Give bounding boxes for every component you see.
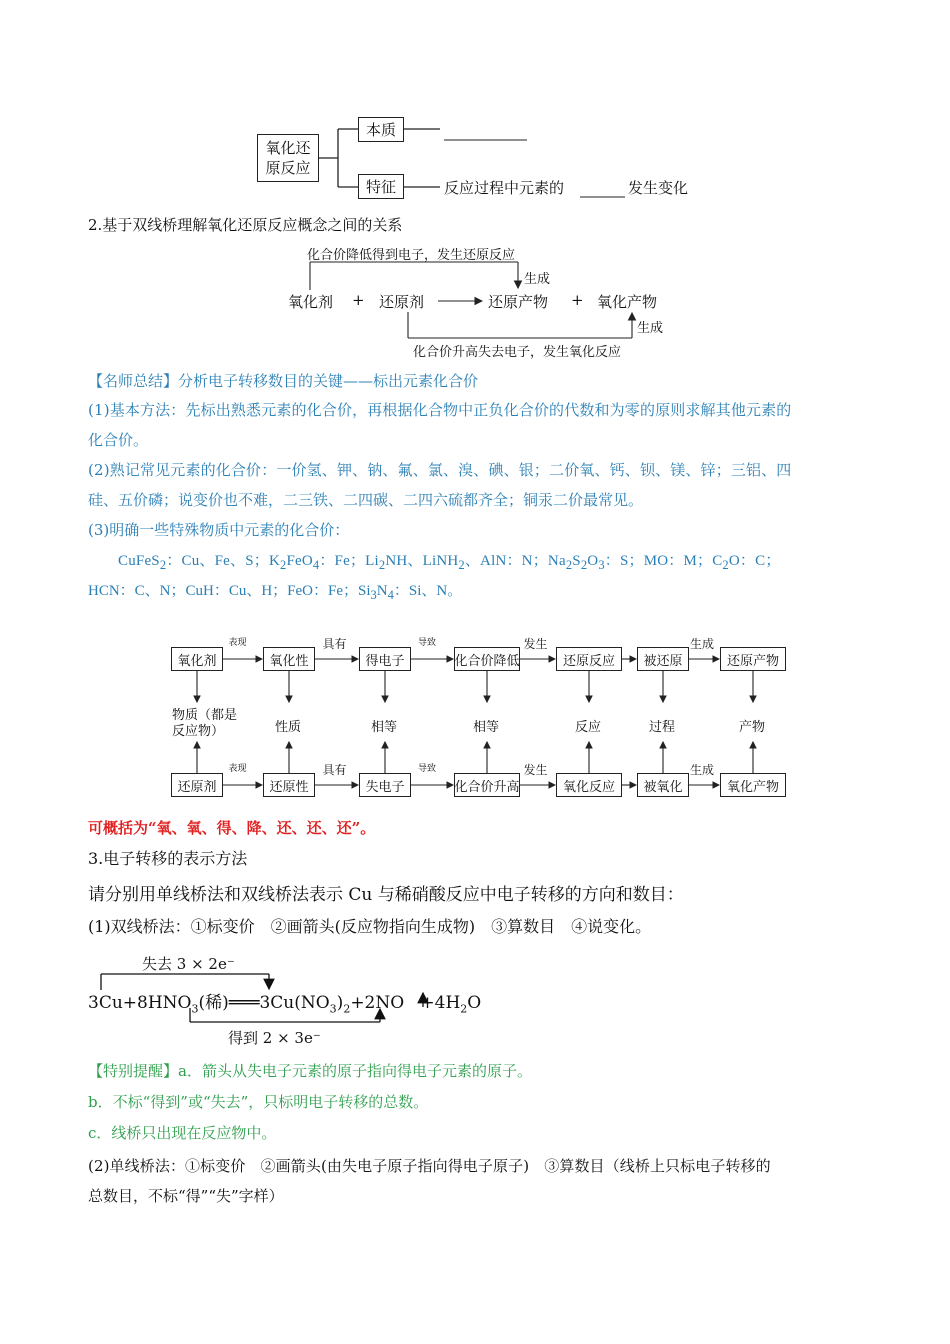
gain-electrons-label: 得到 2 × 3e⁻: [228, 1029, 321, 1047]
reaction-equation: $3Cu+8HNO_3$(稀)$═══3Cu(NO_3)_2+2NO +4H_2O$: [88, 993, 482, 1016]
section3-heading: 3.电子转移的表示方法: [88, 849, 248, 868]
flow-bottom-box-6: 氧化产物: [720, 773, 786, 797]
flow-top-box-0: 氧化剂: [171, 647, 223, 671]
flow-middle-label-1: 性质: [275, 720, 302, 735]
reduction-product-text: 还原产物: [488, 293, 549, 311]
flow-middle-label-0-line1: 物质（都是: [172, 708, 238, 723]
bottom-bridge-label: 化合价升高失去电子，发生氧化反应: [413, 345, 622, 360]
single-bridge-line1: (2)单线桥法：①标变价 ②画箭头(由失电子原子指向得电子原子) ③算数目（线桥上只标电子转移的: [88, 1157, 771, 1175]
flow-middle-label-5: 过程: [649, 720, 676, 735]
flow-bottom-box-3: 化合价升高: [454, 773, 520, 797]
flow-bottom-arrow-label-1: 具有: [322, 763, 347, 777]
summary-p1-line1: (1)基本方法：先标出熟悉元素的化合价，再根据化合物中正负化合价的代数和为零的原则求解其他元素的: [88, 401, 792, 419]
summary-p3: (3)明确一些特殊物质中元素的化合价：: [88, 521, 350, 539]
oxidation-product-text: 氧化产物: [597, 293, 658, 311]
generate-bottom-label: 生成: [637, 321, 664, 336]
flow-bottom-box-1: 还原性: [263, 773, 315, 797]
plus-sign-1: +: [352, 291, 365, 309]
reminder-b: b．不标“得到”或“失去”，只标明电子转移的总数。: [88, 1093, 429, 1111]
flow-top-box-3: 化合价降低: [454, 647, 520, 671]
flow-top-box-1: 氧化性: [263, 647, 315, 671]
flow-bottom-box-5: 被氧化: [637, 773, 689, 797]
flow-bottom-arrow-label-3: 发生: [523, 763, 548, 777]
flow-middle-label-0-line2: 反应物）: [172, 724, 225, 739]
concept-root-line2: 原反应: [265, 159, 311, 177]
special-compounds-line2: HCN：C、N；CuH：Cu、H；FeO：Fe；$Si_3N_4$：Si、N。: [88, 583, 463, 602]
flow-middle-label-4: 反应: [575, 720, 602, 735]
section3-intro: 请分别用单线桥法和双线桥法表示 Cu 与稀硝酸反应中电子转移的方向和数目：: [88, 885, 684, 905]
concept-root-line1: 氧化还: [265, 139, 311, 157]
special-compounds-line1: CuFeS$_2$：Cu、Fe、S；$K_2FeO_4$：Fe；$Li_2NH$、LiNH$_2$、AlN：N；$Na_2S_2O_3$：S；MO：M；$C_2O$：C；: [118, 553, 781, 572]
concept-feature-text-suffix: 发生变化: [628, 179, 689, 197]
flow-top-arrow-label-0: 表现: [228, 638, 247, 648]
lose-electrons-label: 失去 3 × 2e⁻: [142, 955, 235, 973]
flow-bottom-box-2: 失电子: [359, 773, 411, 797]
flow-top-arrow-label-3: 发生: [523, 637, 548, 651]
summary-p2-line1: (2)熟记常见元素的化合价：一价氢、钾、钠、氟、氯、溴、碘、银；二价氧、钙、钡、镁、锌；三铝、四: [88, 461, 792, 479]
flow-bottom-arrow-label-2: 导致: [418, 764, 437, 774]
flow-top-box-2: 得电子: [359, 647, 411, 671]
concept-feature-text-prefix: 反应过程中元素的: [444, 179, 565, 197]
top-bridge-label: 化合价降低得到电子，发生还原反应: [307, 248, 516, 263]
flow-bottom-box-4: 氧化反应: [556, 773, 622, 797]
flow-top-box-4: 还原反应: [556, 647, 622, 671]
flow-bottom-box-0: 还原剂: [171, 773, 223, 797]
generate-top-label: 生成: [524, 272, 551, 287]
single-bridge-line2: 总数目，不标“得”“失”字样）: [88, 1187, 284, 1205]
flow-top-arrow-label-2: 导致: [418, 638, 437, 648]
oxidant-text: 氧化剂: [288, 293, 334, 311]
double-bridge-steps: (1)双线桥法：①标变价 ②画箭头(反应物指向生成物) ③算数目 ④说变化。: [88, 917, 652, 936]
flow-middle-label-2: 相等: [371, 720, 398, 735]
flow-top-box-5: 被还原: [637, 647, 689, 671]
summary-title: 【名师总结】分析电子转移数目的关键——标出元素化合价: [88, 372, 479, 390]
summary-p1-line2: 化合价。: [88, 431, 149, 449]
flow-middle-label-6: 产物: [739, 720, 766, 735]
plus-sign-2: +: [571, 291, 584, 309]
flow-top-arrow-label-5: 生成: [690, 637, 715, 651]
flow-top-box-6: 还原产物: [720, 647, 786, 671]
concept-feature-label: 特征: [365, 178, 396, 196]
section2-heading: 2.基于双线桥理解氧化还原反应概念之间的关系: [88, 216, 403, 234]
concept-essence-label: 本质: [365, 121, 396, 139]
reminder-a: 【特别提醒】a．箭头从失电子元素的原子指向得电子元素的原子。: [88, 1062, 532, 1080]
flow-middle-label-3: 相等: [473, 720, 500, 735]
reductant-text: 还原剂: [379, 293, 425, 311]
flow-bottom-arrow-label-5: 生成: [690, 763, 715, 777]
flow-top-arrow-label-1: 具有: [322, 637, 347, 651]
flow-bottom-arrow-label-0: 表现: [228, 764, 247, 774]
reminder-c: c．线桥只出现在反应物中。: [88, 1124, 277, 1142]
mnemonic-text: 可概括为“氧、氧、得、降、还、还、还”。: [88, 819, 376, 837]
summary-p2-line2: 硅、五价磷；说变价也不难，二三铁、二四碳、二四六硫都齐全；铜汞二价最常见。: [88, 491, 644, 509]
